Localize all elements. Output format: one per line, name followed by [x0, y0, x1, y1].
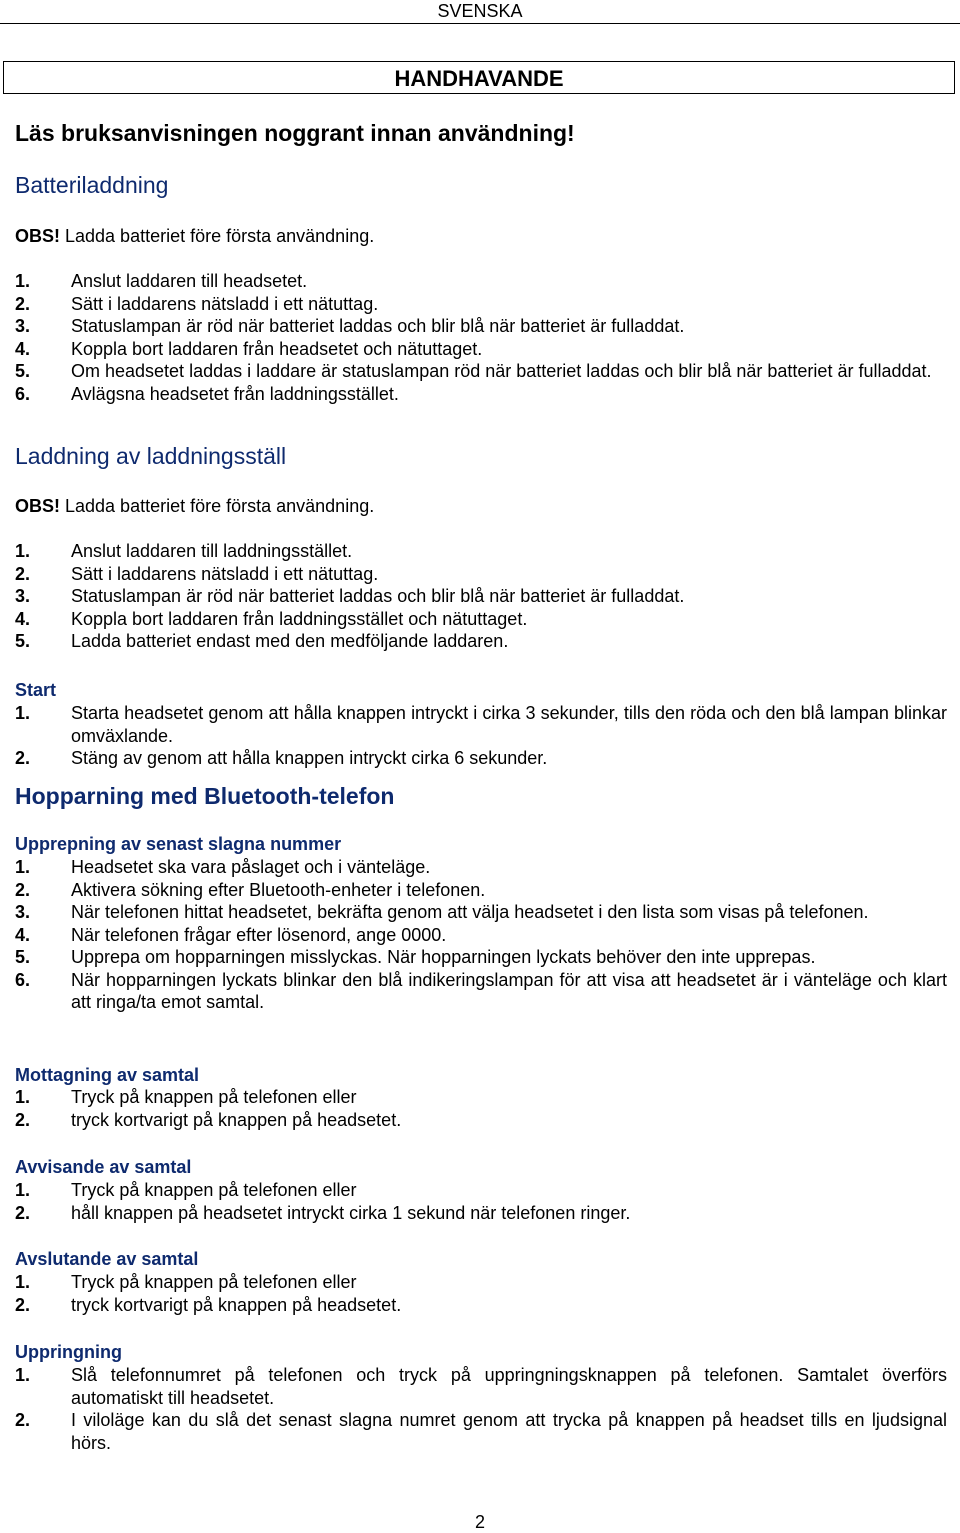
battery-steps [15, 270, 947, 405]
list-item-text: Om headsetet laddas i laddare är statuslampan röd när batteriet laddas och blir blå när batteriet är fulladdat. [71, 361, 932, 381]
list-item [15, 383, 947, 406]
list-item-number: 3. [15, 902, 31, 922]
list-item-number: 3. [15, 316, 31, 336]
section-title: HANDHAVANDE [394, 66, 564, 91]
list-item-number: 1. [15, 271, 31, 291]
end-steps [15, 1271, 947, 1316]
end-heading: Avslutande av samtal [15, 1249, 199, 1269]
dial-steps [15, 1364, 947, 1454]
list-item-number: 2. [15, 1294, 31, 1315]
list-item-text: Aktivera sökning efter Bluetooth-enheter i telefonen. [71, 879, 486, 900]
list-item [15, 1109, 947, 1132]
page-number: 2 [474, 1512, 485, 1532]
list-item-text: Anslut laddaren till headsetet. [71, 271, 308, 291]
list-item-number: 5. [15, 631, 31, 651]
receive-heading: Mottagning av samtal [15, 1065, 200, 1085]
stand-steps [15, 540, 947, 653]
list-item-text: Tryck på knappen på telefonen eller [71, 1180, 357, 1200]
language-label: SVENSKA [437, 1, 523, 21]
list-item-text: Avlägsna headsetet från laddningsstället. [71, 383, 399, 404]
list-item [15, 702, 947, 747]
stand-heading: Laddning av laddningsställ [15, 443, 287, 469]
list-item-number: 1. [15, 1365, 31, 1385]
list-item-text: tryck kortvarigt på knappen på headsetet. [71, 1294, 402, 1315]
list-item-number: 6. [15, 383, 31, 404]
list-item [15, 946, 947, 969]
list-item-text: Tryck på knappen på telefonen eller [71, 1087, 357, 1107]
receive-steps [15, 1086, 947, 1131]
list-item-text: När telefonen frågar efter lösenord, ange 0000. [71, 924, 447, 945]
list-item-text: Stäng av genom att hålla knappen intryckt cirka 6 sekunder. [71, 748, 548, 768]
list-item [15, 608, 947, 631]
list-item [15, 360, 947, 383]
list-item [15, 1409, 947, 1454]
list-item [15, 1271, 947, 1294]
list-item [15, 969, 947, 1014]
list-item-text: Tryck på knappen på telefonen eller [71, 1272, 357, 1292]
section-title-box [3, 61, 955, 94]
start-steps [15, 702, 947, 770]
list-item [15, 901, 947, 924]
list-item [15, 747, 947, 770]
list-item [15, 1086, 947, 1109]
list-item-text: Anslut laddaren till laddningsstället. [71, 541, 353, 561]
list-item-text: Koppla bort laddaren från laddningsstället och nätuttaget. [71, 608, 528, 629]
list-item-number: 2. [15, 1410, 31, 1430]
list-item-text: När hopparningen lyckats blinkar den blå indikeringslampan för att visa att headsetet är i vänteläge och klart att ringa/ta emot samtal. [71, 969, 947, 1012]
list-item-number: 4. [15, 608, 31, 629]
list-item [15, 315, 947, 338]
list-item [15, 879, 947, 902]
list-item-number: 1. [15, 541, 31, 561]
stand-note-label: OBS! [15, 496, 60, 516]
list-item-text: Upprepa om hopparningen misslyckas. När hopparningen lyckats behöver den inte upprepas. [71, 947, 816, 967]
dial-heading: Uppringning [15, 1342, 122, 1362]
list-item-number: 5. [15, 361, 31, 381]
list-item-text: Sätt i laddarens nätsladd i ett nätuttag. [71, 293, 379, 314]
list-item [15, 1202, 947, 1225]
list-item-text: Ladda batteriet endast med den medföljande laddaren. [71, 631, 509, 651]
list-item-number: 1. [15, 1272, 31, 1292]
list-item-number: 3. [15, 586, 31, 606]
list-item-number: 5. [15, 947, 31, 967]
pairing-subheading: Upprepning av senast slagna nummer [15, 834, 342, 854]
list-item-text: Sätt i laddarens nätsladd i ett nätuttag. [71, 563, 379, 584]
list-item [15, 1294, 947, 1317]
battery-heading: Batteriladdning [15, 172, 169, 198]
battery-note-text: Ladda batteriet före första användning. [60, 226, 375, 246]
list-item-number: 6. [15, 969, 31, 990]
list-item-number: 2. [15, 748, 31, 768]
list-item-number: 1. [15, 1180, 31, 1200]
list-item-text: Headsetet ska vara påslaget och i vänteläge. [71, 857, 431, 877]
list-item [15, 585, 947, 608]
list-item [15, 630, 947, 653]
battery-note-label: OBS! [15, 226, 60, 246]
list-item [15, 856, 947, 879]
list-item [15, 270, 947, 293]
list-item-number: 4. [15, 924, 31, 945]
list-item-text: Slå telefonnumret på telefonen och tryck på uppringningsknappen på telefonen. Samtalet överförs automatiskt till headsetet. [71, 1365, 947, 1408]
list-item [15, 338, 947, 361]
reject-heading: Avvisande av samtal [15, 1157, 192, 1177]
list-item [15, 293, 947, 316]
list-item-number: 1. [15, 703, 31, 723]
list-item [15, 1179, 947, 1202]
list-item [15, 563, 947, 586]
list-item-text: Starta headsetet genom att hålla knappen intryckt i cirka 3 sekunder, tills den röda och den blå lampan blinkar omväxlande. [71, 703, 947, 746]
reject-steps [15, 1179, 947, 1224]
header-rule [0, 23, 960, 24]
list-item-text: Koppla bort laddaren från headsetet och nätuttaget. [71, 338, 483, 359]
battery-note [15, 225, 374, 247]
list-item-text: Statuslampan är röd när batteriet laddas och blir blå när batteriet är fulladdat. [71, 316, 685, 336]
list-item [15, 924, 947, 947]
list-item-text: Statuslampan är röd när batteriet laddas och blir blå när batteriet är fulladdat. [71, 586, 685, 606]
list-item-text: håll knappen på headsetet intryckt cirka 1 sekund när telefonen ringer. [71, 1202, 631, 1223]
pairing-heading: Hopparning med Bluetooth-telefon [15, 783, 395, 809]
list-item-number: 2. [15, 293, 31, 314]
stand-note-text: Ladda batteriet före första användning. [60, 496, 375, 516]
list-item-text: När telefonen hittat headsetet, bekräfta genom att välja headsetet i den lista som visas på telefonen. [71, 902, 869, 922]
list-item-text: I viloläge kan du slå det senast slagna numret genom att trycka på knappen på headset tills en ljudsignal hörs. [71, 1410, 947, 1453]
pairing-steps [15, 856, 947, 1014]
list-item [15, 1364, 947, 1409]
list-item-number: 2. [15, 879, 31, 900]
list-item-number: 2. [15, 1109, 31, 1130]
start-heading: Start [15, 680, 57, 700]
list-item-number: 4. [15, 338, 31, 359]
intro-heading: Läs bruksanvisningen noggrant innan användning! [15, 120, 575, 146]
list-item-number: 1. [15, 1087, 31, 1107]
list-item-number: 2. [15, 563, 31, 584]
stand-note [15, 495, 374, 517]
list-item-number: 1. [15, 857, 31, 877]
list-item [15, 540, 947, 563]
list-item-number: 2. [15, 1202, 31, 1223]
list-item-text: tryck kortvarigt på knappen på headsetet. [71, 1109, 402, 1130]
